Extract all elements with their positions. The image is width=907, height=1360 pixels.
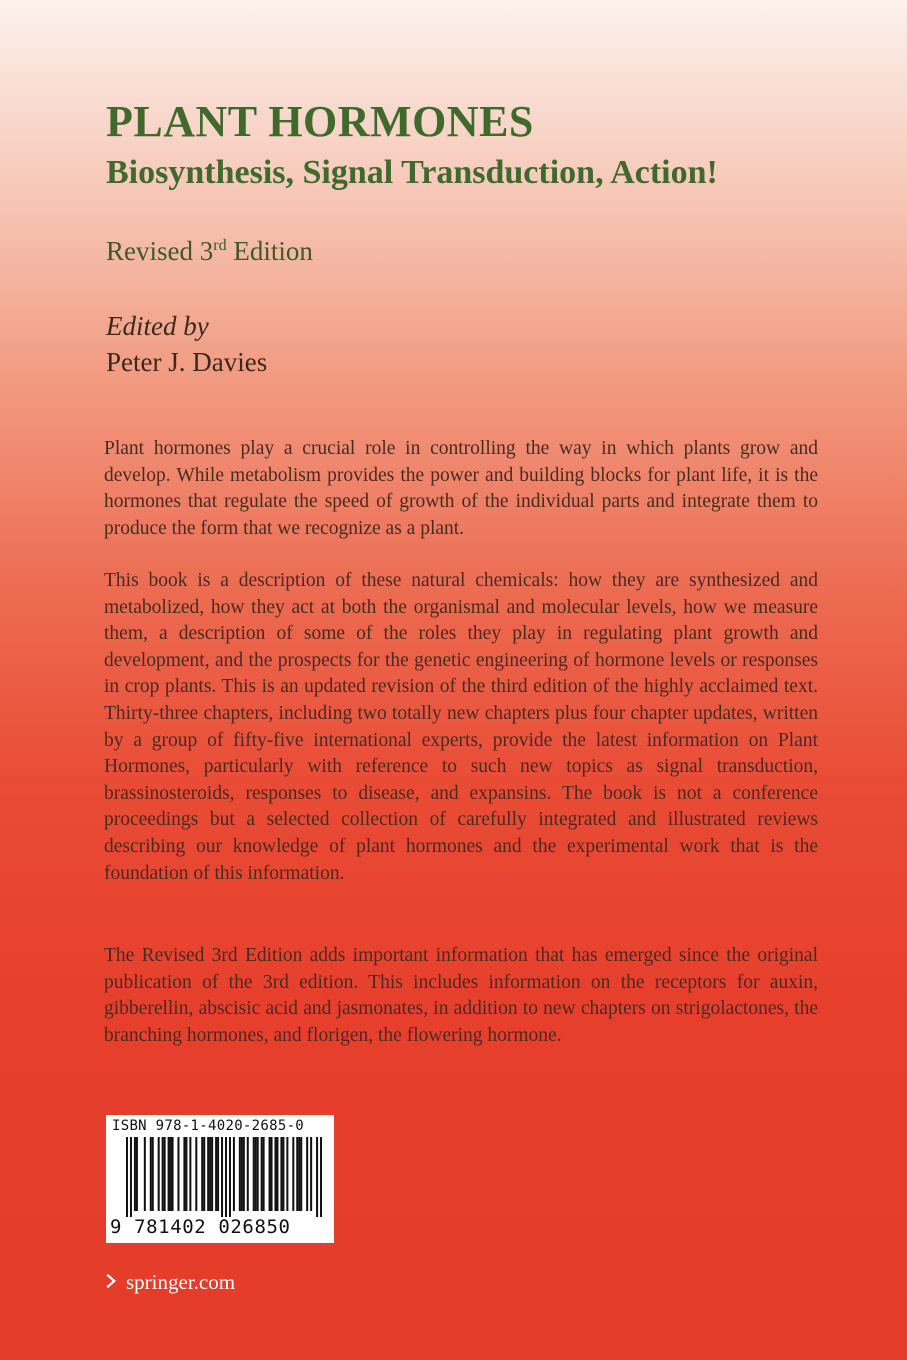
- barcode-bar: [172, 1137, 174, 1211]
- barcode-bar: [144, 1137, 146, 1211]
- barcode-bar: [280, 1137, 282, 1211]
- barcode-bar: [298, 1137, 300, 1211]
- book-subtitle: Biosynthesis, Signal Transduction, Action!: [106, 154, 718, 191]
- barcode-bar: [243, 1137, 245, 1211]
- barcode-bar: [255, 1137, 257, 1211]
- publisher-link-text: springer.com: [126, 1270, 236, 1294]
- book-title: PLANT HORMONES: [106, 97, 534, 146]
- barcode-bar: [195, 1137, 197, 1211]
- barcode-bar: [170, 1137, 172, 1211]
- barcode-bar: [241, 1137, 243, 1211]
- editor-name: Peter J. Davies: [106, 347, 268, 377]
- barcode-bar: [150, 1137, 152, 1211]
- edition-prefix: Revised 3: [106, 236, 214, 266]
- barcode-bar: [274, 1137, 276, 1211]
- barcode-bar: [158, 1137, 160, 1211]
- barcode-bar: [189, 1137, 191, 1211]
- barcode-bar: [221, 1137, 223, 1217]
- barcode-bar: [292, 1137, 294, 1211]
- description-paragraph-2: This book is a description of these natural chemicals: how they are synthesized and metabolized, how they act at both the organismal and molecular levels, how we measure them, a description of some of the roles they play in regulating plant growth and development, and the prospects for the genetic engineering of hormone levels or responses in crop plants. This is an updated revision of the third edition of the highly acclaimed text. Thirty-three chapters, including two totally new chapters plus four chapter updates, written by a group of fifty-five international experts, provide the latest information on Plant Hormones, particularly with reference to such new topics as signal transduction, brassinosteroids, responses to disease, and expansins. The book is not a conference proceedings but a selected collection of carefully integrated and illustrated reviews describing our knowledge of plant hormones and the experimental work that is the foundation of this information.: [104, 570, 818, 884]
- barcode-bar: [286, 1137, 288, 1211]
- chevron-right-icon: [106, 1270, 118, 1295]
- ean-digits: 9 781402 026850: [110, 1216, 291, 1238]
- barcode-bar: [207, 1137, 209, 1211]
- barcode-bar: [316, 1137, 318, 1217]
- description-paragraph-3: The Revised 3rd Edition adds important information that has emerged since the original publication of the 3rd edition. This includes information on the receptors for auxin, gibberellin, abscisic acid and jasmonates, in addition to new chapters on strigolactones, the branching hormones, and florigen, the flowering hormone.: [104, 945, 818, 1046]
- barcode-bar: [203, 1137, 205, 1211]
- barcode-bar: [257, 1137, 259, 1211]
- barcode-bar: [247, 1137, 249, 1211]
- barcode-bar: [229, 1137, 231, 1217]
- barcode-bar: [177, 1137, 179, 1211]
- barcode-bar: [320, 1137, 322, 1217]
- barcode-bar: [310, 1137, 312, 1211]
- publisher-link[interactable]: [106, 1270, 235, 1295]
- barcode-bar: [215, 1137, 217, 1211]
- barcode-bar: [162, 1137, 164, 1211]
- barcode-bar: [217, 1137, 219, 1211]
- isbn-label: ISBN 978-1-4020-2685-0: [112, 1118, 305, 1134]
- barcode-bar: [233, 1137, 235, 1211]
- barcode-bar: [225, 1137, 227, 1217]
- isbn-barcode: [106, 1115, 334, 1243]
- edited-by-label: Edited by: [106, 311, 209, 341]
- barcode-bar: [300, 1137, 302, 1211]
- barcode-bar: [296, 1137, 298, 1211]
- barcode-bar: [282, 1137, 284, 1211]
- edition-label: [106, 236, 313, 267]
- barcode-bar: [168, 1137, 170, 1211]
- barcode-bar: [185, 1137, 187, 1211]
- barcode-bar: [269, 1137, 271, 1211]
- barcode-bars: [126, 1137, 322, 1217]
- barcode-bar: [130, 1137, 132, 1217]
- barcode-bar: [126, 1137, 128, 1217]
- description-paragraph-1: Plant hormones play a crucial role in controlling the way in which plants grow and develop. While metabolism provides the power and building blocks for plant life, it is the hormones that regulate the speed of growth of the individual parts and integrate them to produce the form that we recognize as a plant.: [104, 438, 818, 539]
- barcode-bar: [263, 1137, 265, 1211]
- barcode-bar: [183, 1137, 185, 1211]
- barcode-bar: [306, 1137, 308, 1211]
- barcode-bar: [211, 1137, 213, 1211]
- edition-suffix: Edition: [226, 236, 313, 266]
- barcode-bar: [276, 1137, 278, 1211]
- barcode-bar: [136, 1137, 138, 1211]
- barcode-bar: [134, 1137, 136, 1211]
- barcode-bar: [239, 1137, 241, 1211]
- barcode-bar: [164, 1137, 166, 1211]
- barcode-bar: [209, 1137, 211, 1211]
- barcode-bar: [152, 1137, 154, 1211]
- barcode-bar: [201, 1137, 203, 1211]
- barcode-bar: [271, 1137, 273, 1211]
- barcode-bar: [253, 1137, 255, 1211]
- barcode-bar: [261, 1137, 263, 1211]
- edition-ordinal-suffix: rd: [213, 237, 227, 254]
